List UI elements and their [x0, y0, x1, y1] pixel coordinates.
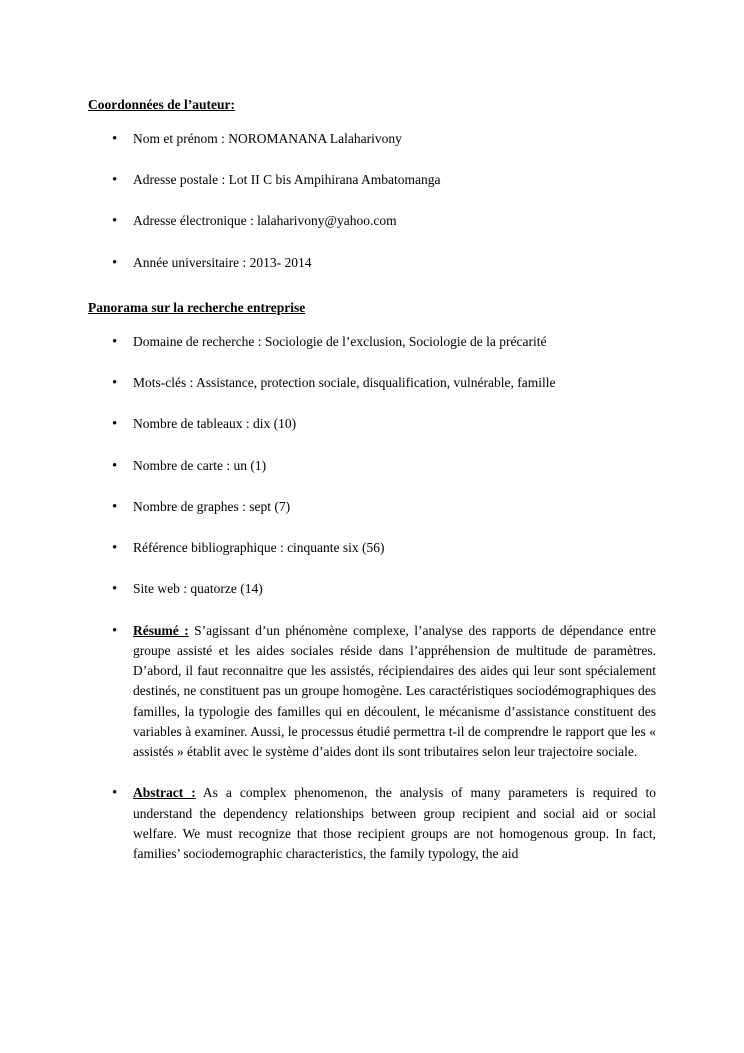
resume-label: Résumé : — [133, 622, 189, 638]
list-item: • Domaine de recherche : Sociologie de l’exclusion, Sociologie de la précarité — [88, 332, 656, 352]
abstract-label: Abstract : — [133, 785, 196, 801]
list-item-abstract-french — [88, 621, 656, 763]
list-item: • Site web : quatorze (14) — [88, 579, 656, 599]
list-item: • Nombre de tableaux : dix (10) — [88, 414, 656, 434]
list-item: • Référence bibliographique : cinquante six (56) — [88, 538, 656, 558]
section-heading-research-overview: Panorama sur la recherche entreprise — [88, 299, 306, 315]
list-item-abstract-english — [88, 783, 656, 864]
list-item: • Adresse électronique : lalaharivony@yahoo.com — [88, 211, 656, 231]
list-item: • Année universitaire : 2013- 2014 — [88, 253, 656, 273]
author-details-list — [88, 129, 656, 273]
list-item: • Adresse postale : Lot II C bis Ampihirana Ambatomanga — [88, 170, 656, 190]
list-item: • Nom et prénom : NOROMANANA Lalaharivony — [88, 129, 656, 149]
list-item: • Mots-clés : Assistance, protection sociale, disqualification, vulnérable, famille — [88, 373, 656, 393]
abstract-text: As a complex phenomenon, the analysis of many parameters is required to understand the dependency relationships between group recipient and social aid or social welfare. We must recognize that those recipient groups are not homogenous group. In fact, families’ sociodemographic characteristics, the family typology, the aid — [133, 785, 657, 862]
section-heading-author-details: Coordonnées de l’auteur: — [88, 97, 235, 112]
resume-text: S’agissant d’un phénomène complexe, l’analyse des rapports de dépendance entre groupe assisté et les aides sociales réside dans l’appréhension de multitude de paramètres. D’abord, il faut reconnaitre que les assistés, récipiendaires des aides qui leur sont spécialement destinés, ne constituent pas un groupe homogène. Les caractéristiques sociodémographiques des familles, la typologie des familles qui en découlent, le mécanisme d’assistance constituent des variables à examiner. Aussi, le processus étudié permettra t-il de comprendre le rapport que les « assistés » établit avec le système d’aides dont ils sont tributaires selon leur trajectoire sociale. — [133, 622, 656, 760]
research-overview-list — [88, 332, 656, 865]
list-item: • Nombre de carte : un (1) — [88, 456, 656, 476]
list-item: • Nombre de graphes : sept (7) — [88, 497, 656, 517]
